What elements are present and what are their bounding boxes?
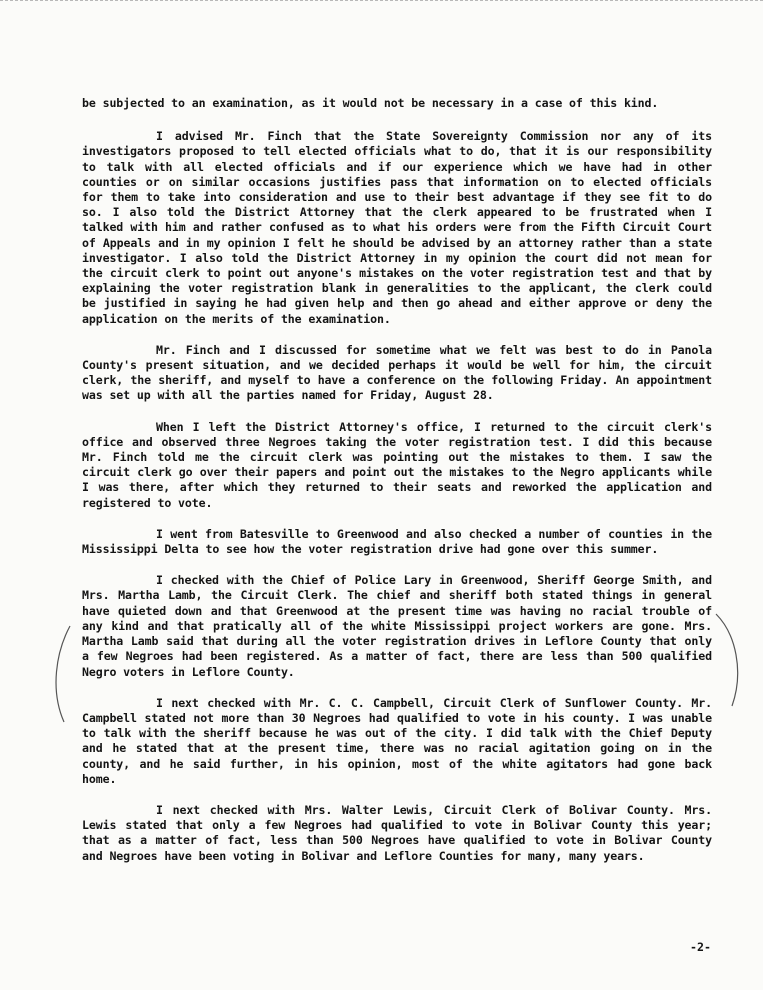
document-body bbox=[82, 96, 719, 880]
paragraph-panola-conference: Mr. Finch and I discussed for sometime what we felt was best to do in Panola County's present situation, and we decided perhaps it would be well for him, the circuit clerk, the sheriff, and myself to have a conference on the following Friday. An appointment was set up with all the parties named for Friday, August 28. bbox=[82, 342, 719, 403]
paragraph-continuation: be subjected to an examination, as it would not be necessary in a case of this kind. bbox=[82, 96, 659, 110]
paragraph-greenwood-trip: I went from Batesville to Greenwood and also checked a number of counties in the Mississippi Delta to see how the voter registration drive had gone over this summer. bbox=[82, 526, 719, 557]
paragraph-finch-advice: I advised Mr. Finch that the State Sovereignty Commission nor any of its investigators proposed to tell elected officials what to do, that it is our responsibility to talk with all elected officials and if our experience which we have had in other counties or on similar occasions justifies pass that information on to elected officials for them to take into consideration and use to their best advantage if they see fit to do so. I also told the District Attorney that the clerk appeared to be frustrated when I talked with him and rather confused as to what his orders were from the Fifth Circuit Court of Appeals and in my opinion I felt he should be advised by an attorney rather than a state investigator. I also told the District Attorney in my opinion the court did not mean for the circuit clerk to point out anyone's mistakes on the voter registration test and that by explaining the voter registration blank in generalities to the applicant, the clerk could be justified in saying he had given help and then go ahead and either approve or deny the application on the merits of the examination. bbox=[82, 129, 719, 326]
page-top-edge bbox=[0, 0, 763, 5]
page-number: -2- bbox=[690, 940, 711, 954]
paragraph-leflore-county: I checked with the Chief of Police Lary in Greenwood, Sheriff George Smith, and Mrs. Martha Lamb, the Circuit Clerk. The chief and sheriff both stated things in general have quieted down and that Greenwood at the present time was having no racial trouble of any kind and that pratically all of the white Mississippi project workers are gone. Mrs. Martha Lamb said that during all the voter registration drives in Leflore County that only a few Negroes had been registered. As a matter of fact, there are less than 500 qualified Negro voters in Leflore County. bbox=[82, 573, 719, 679]
paragraph-clerk-office: When I left the District Attorney's office, I returned to the circuit clerk's office and observed three Negroes taking the voter registration test. I did this because Mr. Finch told me the circuit clerk was pointing out the mistakes to them. I saw the circuit clerk go over their papers and point out the mistakes to the Negro applicants while I was there, after which they returned to their seats and reworked the application and registered to vote. bbox=[82, 419, 719, 510]
paragraph-sunflower-county: I next checked with Mr. C. C. Campbell, Circuit Clerk of Sunflower County. Mr. Campbell stated not more than 30 Negroes had qualified to vote in his county. I was unable to talk with the sheriff because he was out of the city. I did talk with the Chief Deputy and he stated that at the present time, there was no racial agitation going on in the county, and he said further, in his opinion, most of the white agitators had gone back home. bbox=[82, 695, 719, 786]
paragraph-bolivar-county: I next checked with Mrs. Walter Lewis, Circuit Clerk of Bolivar County. Mrs. Lewis stated that only a few Negroes had qualified to vote in Bolivar County this year; that as a matter of fact, less than 500 Negroes have qualified to vote in Bolivar County and Negroes have been voting in Bolivar and Leflore Counties for many, many years. bbox=[82, 802, 719, 863]
